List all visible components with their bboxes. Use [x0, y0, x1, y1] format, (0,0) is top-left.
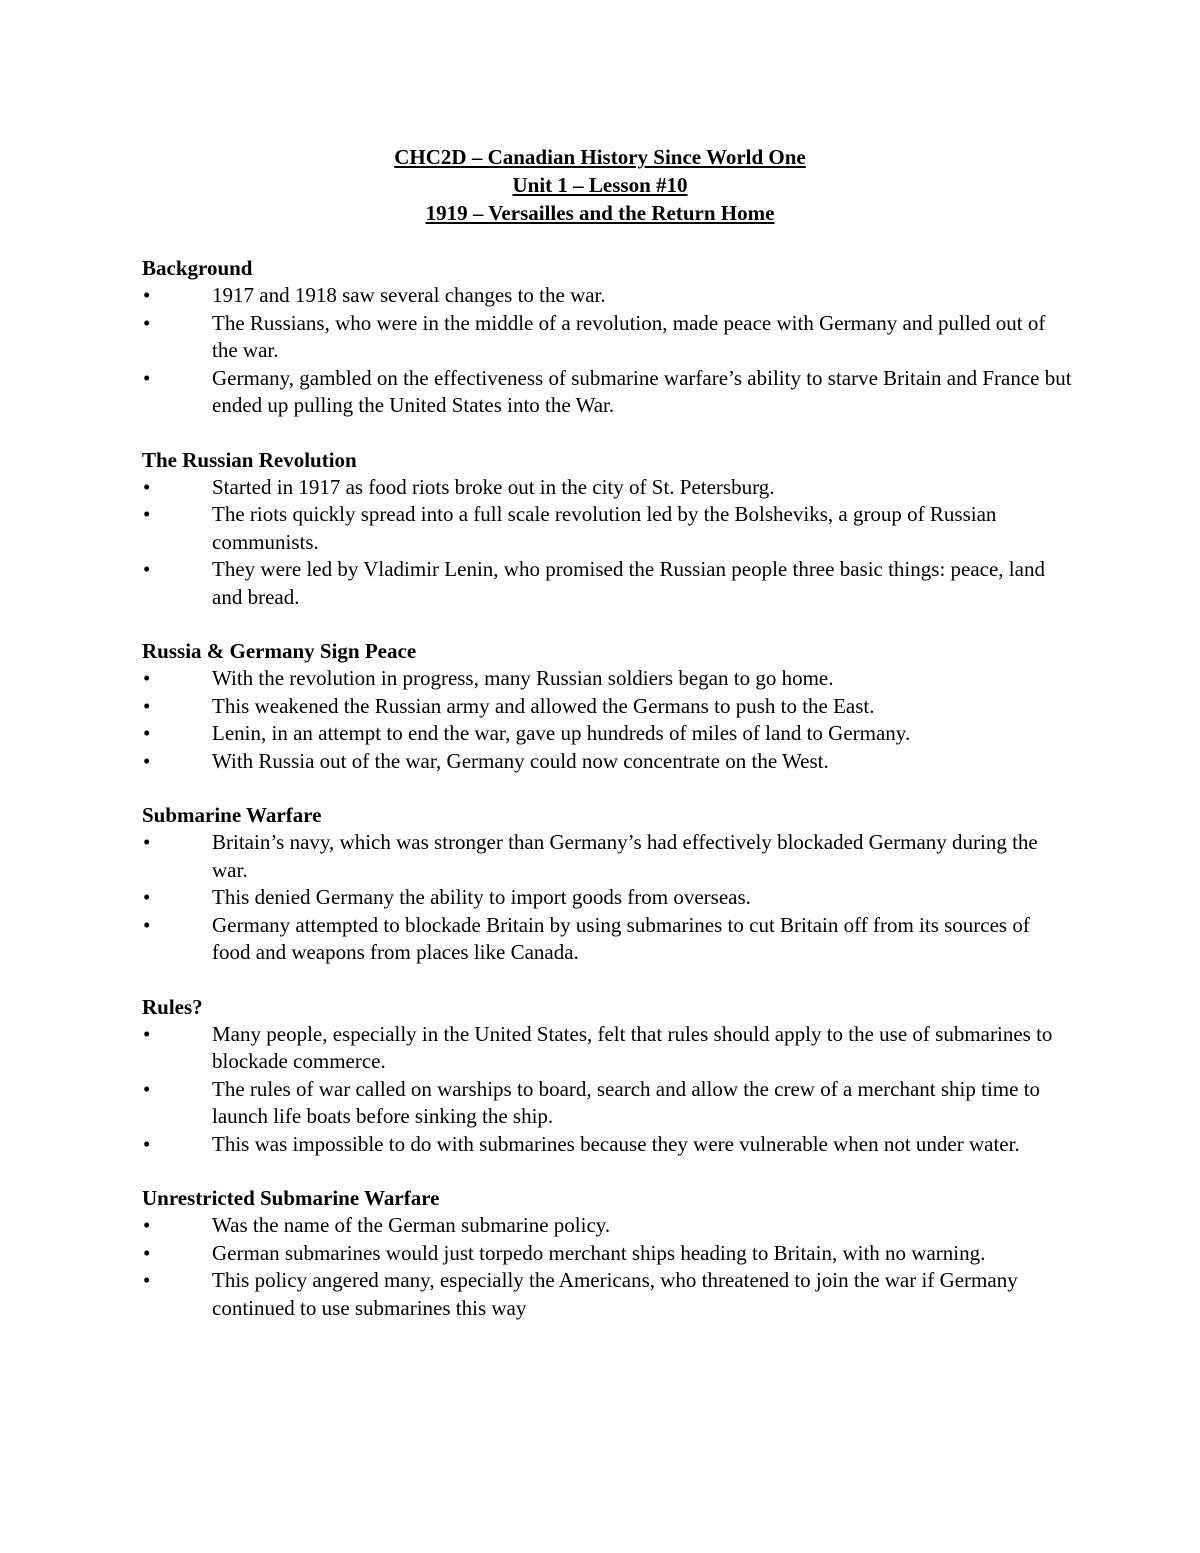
bullet-item [142, 884, 1072, 912]
bullet-text: Was the name of the German submarine policy. [212, 1213, 611, 1237]
bullet-text: This weakened the Russian army and allowed the Germans to push to the East. [212, 693, 875, 718]
bullet-item [142, 474, 1072, 502]
bullet-item [142, 365, 1072, 420]
bullet-icon: • [143, 502, 151, 526]
bullet-text: The riots quickly spread into a full scale revolution led by the Bolsheviks, a group of Russian communists. [212, 502, 997, 554]
section-unrestricted-submarine-warfare [142, 1184, 1072, 1322]
bullet-text: Started in 1917 as food riots broke out in the city of St. Petersburg. [212, 474, 775, 499]
bullet-icon: • [143, 666, 151, 690]
bullet-list [142, 1021, 1072, 1159]
bullet-item [142, 1267, 1072, 1322]
bullet-icon: • [143, 748, 151, 773]
bullet-text: German submarines would just torpedo merchant ships heading to Britain, with no warning. [212, 1240, 986, 1265]
bullet-list [142, 282, 1072, 420]
bullet-icon: • [143, 1268, 151, 1292]
bullet-icon: • [143, 474, 151, 499]
section-rules [142, 993, 1072, 1159]
bullet-text: They were led by Vladimir Lenin, who promised the Russian people three basic things: peace, land and bread. [212, 557, 1045, 609]
bullet-item [142, 310, 1072, 365]
bullet-text: This policy angered many, especially the Americans, who threatened to join the war if Germany continued to use submarines this way [212, 1268, 1018, 1320]
bullet-text: 1917 and 1918 saw several changes to the war. [212, 283, 606, 307]
bullet-text: Germany attempted to blockade Britain by using submarines to cut Britain off from its sources of food and weapons from places like Canada. [212, 912, 1030, 964]
section-russia-germany-peace [142, 637, 1072, 775]
section-heading: Unrestricted Submarine Warfare [142, 1186, 440, 1210]
section-submarine-warfare [142, 801, 1072, 967]
section-heading: Submarine Warfare [142, 803, 322, 827]
bullet-icon: • [143, 1076, 151, 1101]
bullet-icon: • [143, 1240, 151, 1265]
bullet-item [142, 1240, 1072, 1268]
section-heading: Rules? [142, 994, 203, 1019]
section-heading: The Russian Revolution [142, 447, 357, 472]
course-title: CHC2D – Canadian History Since World One [394, 145, 806, 169]
bullet-list [142, 829, 1072, 967]
bullet-icon: • [143, 721, 151, 745]
bullet-icon: • [143, 885, 151, 909]
bullet-item [142, 748, 1072, 776]
bullet-icon: • [143, 830, 151, 854]
section-russian-revolution [142, 446, 1072, 612]
bullet-item [142, 282, 1072, 310]
bullet-item [142, 1021, 1072, 1076]
title-block [0, 143, 1200, 227]
bullet-list [142, 474, 1072, 612]
bullet-text: The Russians, who were in the middle of a revolution, made peace with Germany and pulled out of the war. [212, 310, 1046, 362]
lesson-topic-title: 1919 – Versailles and the Return Home [425, 201, 775, 225]
bullet-icon: • [143, 912, 151, 937]
section-background [142, 254, 1072, 420]
bullet-text: Germany, gambled on the effectiveness of submarine warfare’s ability to starve Britain and France but ended up pulling the United States into the War. [212, 365, 1072, 417]
bullet-icon: • [143, 693, 151, 718]
bullet-text: The rules of war called on warships to board, search and allow the crew of a merchant ship time to launch life boats before sinking the ship. [212, 1076, 1041, 1128]
bullet-text: With Russia out of the war, Germany could now concentrate on the West. [212, 748, 829, 773]
bullet-icon: • [143, 557, 151, 581]
bullet-item [142, 829, 1072, 884]
bullet-text: Britain’s navy, which was stronger than Germany’s had effectively blockaded Germany during the war. [212, 830, 1038, 882]
bullet-icon: • [143, 1021, 151, 1046]
bullet-item [142, 912, 1072, 967]
bullet-item [142, 1076, 1072, 1131]
bullet-item [142, 693, 1072, 721]
bullet-icon: • [143, 1213, 151, 1237]
bullet-list [142, 665, 1072, 775]
bullet-text: Many people, especially in the United States, felt that rules should apply to the use of submarines to blockade commerce. [212, 1021, 1053, 1073]
bullet-list [142, 1212, 1072, 1322]
bullet-text: With the revolution in progress, many Russian soldiers began to go home. [212, 666, 834, 690]
bullet-text: This denied Germany the ability to import goods from overseas. [212, 885, 751, 909]
bullet-icon: • [143, 283, 151, 307]
bullet-text: Lenin, in an attempt to end the war, gave up hundreds of miles of land to Germany. [212, 721, 911, 745]
bullet-icon: • [143, 365, 151, 390]
section-heading: Background [142, 256, 253, 280]
document-body [142, 254, 1072, 1348]
bullet-item [142, 501, 1072, 556]
section-heading: Russia & Germany Sign Peace [142, 639, 417, 663]
bullet-item [142, 1131, 1072, 1159]
bullet-item [142, 665, 1072, 693]
bullet-icon: • [143, 1131, 151, 1156]
unit-lesson-title: Unit 1 – Lesson #10 [512, 173, 688, 197]
bullet-item [142, 720, 1072, 748]
bullet-text: This was impossible to do with submarines because they were vulnerable when not under water. [212, 1131, 1020, 1156]
bullet-item [142, 556, 1072, 611]
bullet-item [142, 1212, 1072, 1240]
bullet-icon: • [143, 310, 151, 335]
